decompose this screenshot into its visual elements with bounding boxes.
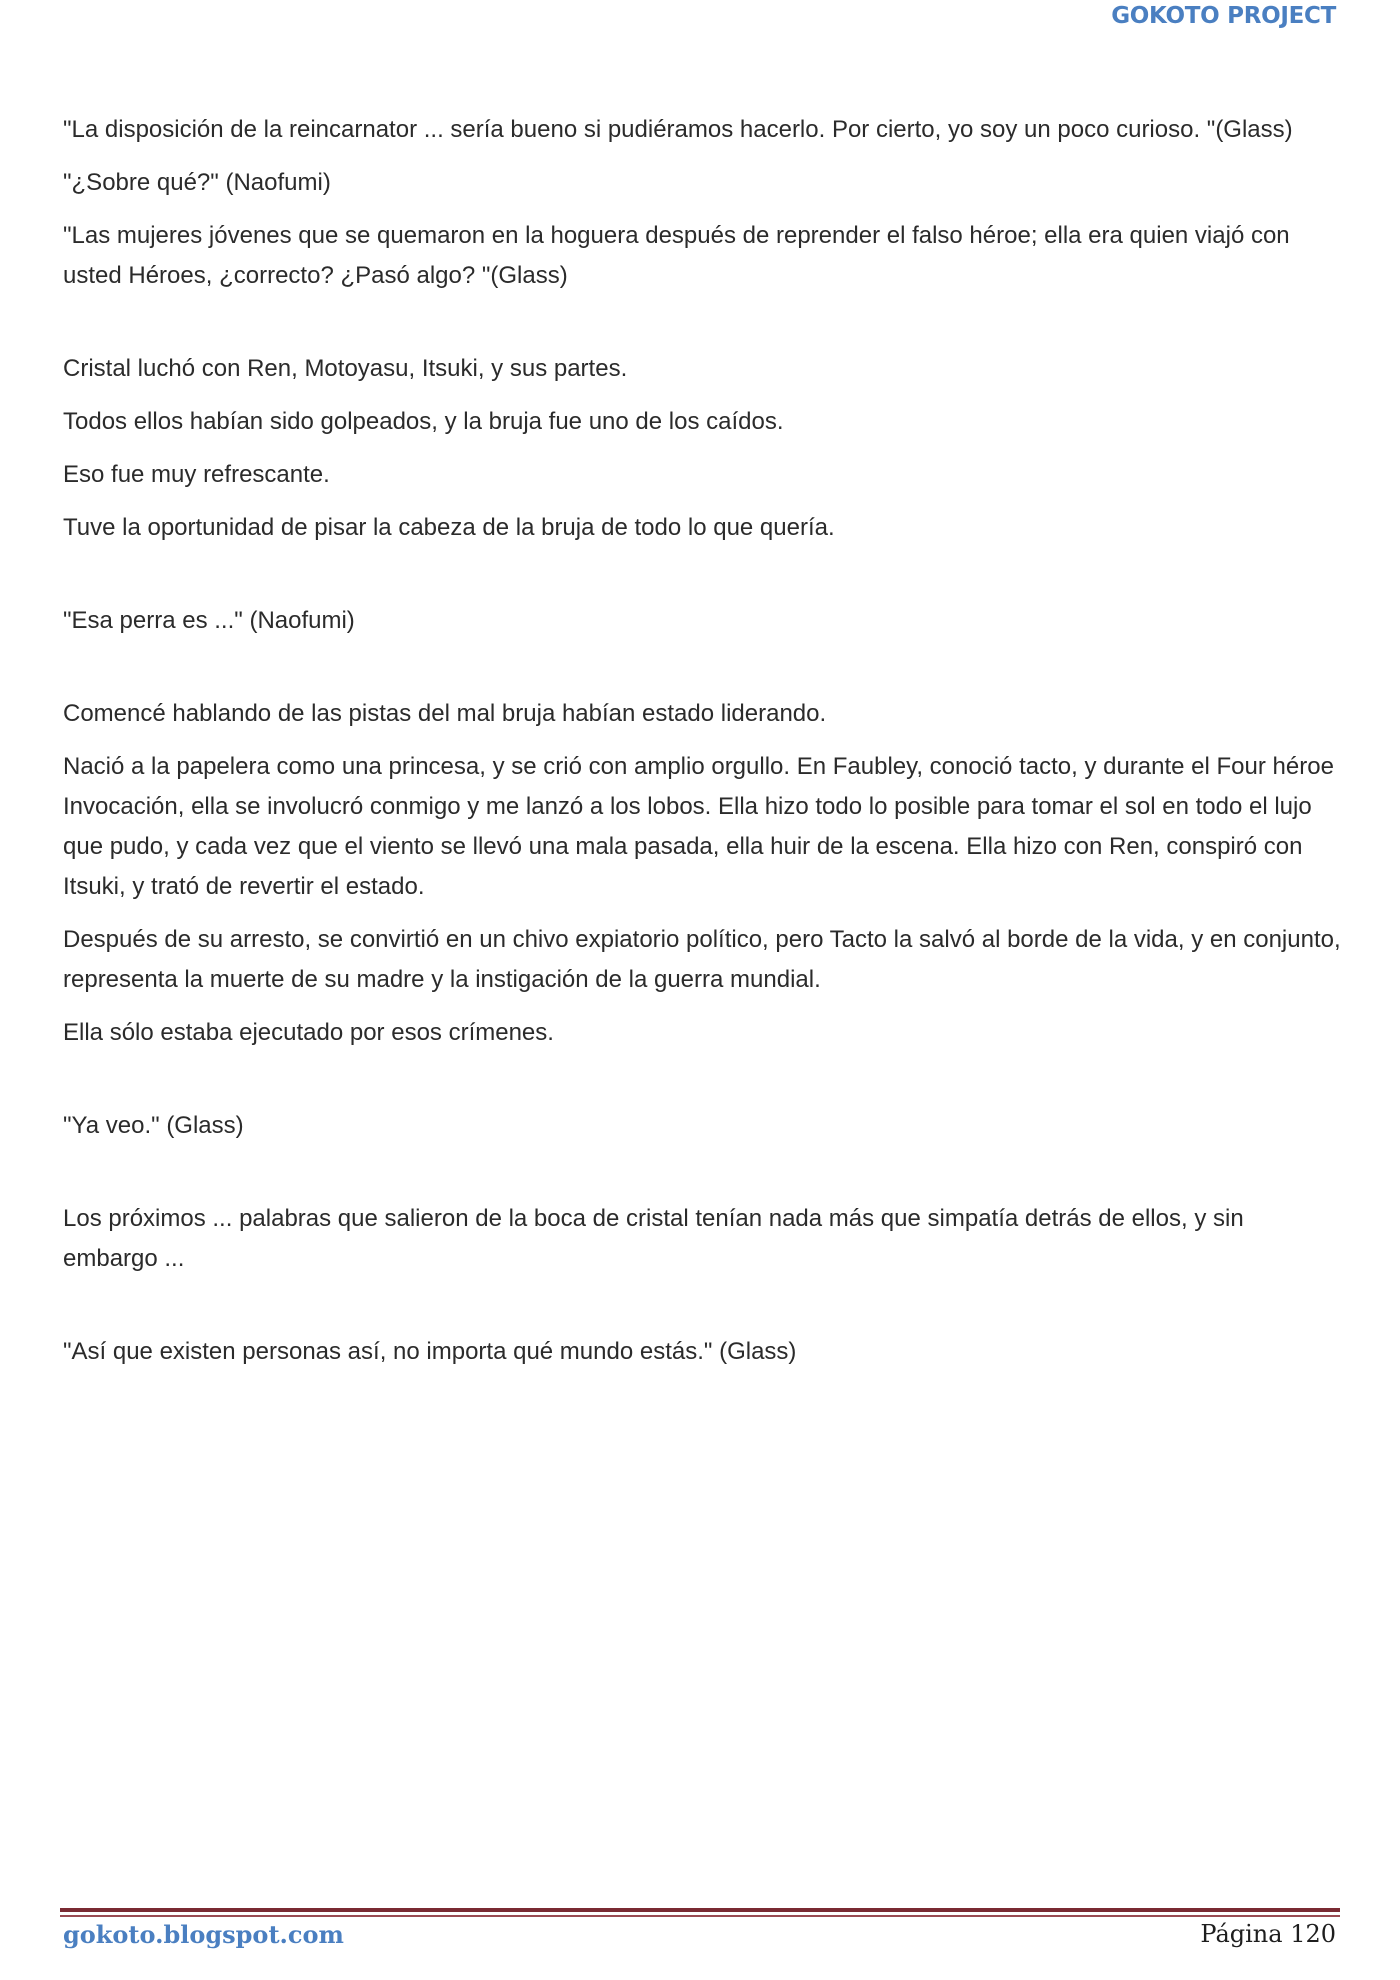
- paragraph: Ella sólo estaba ejecutado por esos crímenes.: [63, 1019, 554, 1046]
- paragraph: "Ya veo." (Glass): [63, 1112, 244, 1139]
- paragraph: Comencé hablando de las pistas del mal bruja habían estado liderando.: [63, 700, 827, 727]
- paragraph: Tuve la oportunidad de pisar la cabeza de la bruja de todo lo que quería.: [63, 514, 835, 541]
- paragraph: Cristal luchó con Ren, Motoyasu, Itsuki, y sus partes.: [63, 355, 628, 382]
- spacer: [63, 1066, 1345, 1106]
- paragraph: "La disposición de la reincarnator ... sería bueno si pudiéramos hacerlo. Por cierto, yo soy un poco curioso. "(Glass): [63, 116, 1293, 143]
- spacer: [63, 1159, 1345, 1199]
- paragraph: Después de su arresto, se convirtió en un chivo expiatorio político, pero Tacto la salvó al borde de la vida, y en conjunto, representa la muerte de su madre y la instigación de la guerra mundial.: [63, 926, 1341, 993]
- footer-site-link[interactable]: gokoto.blogspot.com: [63, 1920, 344, 1949]
- spacer: [63, 654, 1345, 694]
- page-body: [63, 110, 1345, 1385]
- header-brand: GOKOTO PROJECT: [1111, 3, 1336, 29]
- page-number: Página 120: [1200, 1920, 1336, 1948]
- paragraph: Los próximos ... palabras que salieron de la boca de cristal tenían nada más que simpatía detrás de ellos, y sin embargo ...: [63, 1205, 1244, 1272]
- paragraph: "Las mujeres jóvenes que se quemaron en la hoguera después de reprender el falso héroe; ella era quien viajó con usted Héroes, ¿correcto? ¿Pasó algo? "(Glass): [63, 222, 1290, 289]
- paragraph: Eso fue muy refrescante.: [63, 461, 330, 488]
- paragraph: Nació a la papelera como una princesa, y se crió con amplio orgullo. En Faubley, conoció tacto, y durante el Four héroe Invocación, ella se involucró conmigo y me lanzó a los lobos. Ella hizo todo lo posible para tomar el sol en todo el lujo que pudo, y cada vez que el viento se llevó una mala pasada, ella huir de la escena. Ella hizo con Ren, conspiró con Itsuki, y trató de revertir el estado.: [63, 753, 1334, 900]
- paragraph: Todos ellos habían sido golpeados, y la bruja fue uno de los caídos.: [63, 408, 784, 435]
- footer-divider: [60, 1908, 1340, 1912]
- paragraph: "¿Sobre qué?" (Naofumi): [63, 169, 331, 196]
- spacer: [63, 309, 1345, 349]
- paragraph: "Esa perra es ..." (Naofumi): [63, 607, 355, 634]
- footer-divider-thin: [60, 1915, 1340, 1917]
- spacer: [63, 1292, 1345, 1332]
- spacer: [63, 561, 1345, 601]
- paragraph: "Así que existen personas así, no importa qué mundo estás." (Glass): [63, 1338, 797, 1365]
